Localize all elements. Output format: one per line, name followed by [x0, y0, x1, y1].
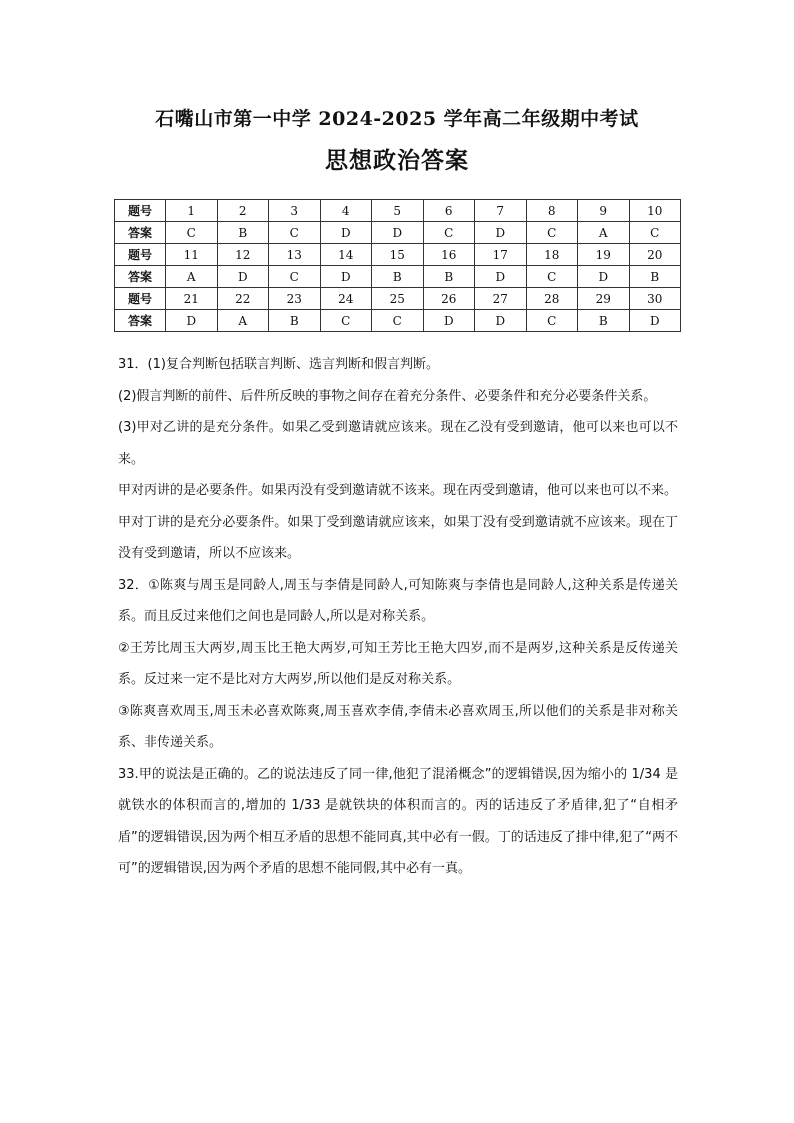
table-row — [115, 288, 681, 310]
answer-explanations — [118, 349, 678, 885]
table-cell: 14 — [320, 244, 372, 266]
answer-33: 33.甲的说法是正确的。乙的说法违反了同一律,他犯了混淆概念”的逻辑错误,因为缩小的 1/34 是就铁水的体积而言的,增加的 1/33 是就铁块的体积而言的。丙的话违反了矛盾律,犯了“自相矛盾”的逻辑错误,因为两个相互矛盾的思想不能同真,其中必有一假。丁的话违反了排中律,犯了“两不可”的逻辑错误,因为两个矛盾的思想不能同假,其中必有一真。 — [118, 766, 678, 876]
row-label: 题号 — [115, 244, 166, 266]
table-cell: 23 — [269, 288, 321, 310]
table-cell: C — [526, 266, 578, 288]
table-cell: B — [217, 222, 269, 244]
table-cell: D — [475, 266, 527, 288]
answer-31-3-ding: 甲对丁讲的是充分必要条件。如果丁受到邀请就应该来，如果丁没有受到邀请就不应该来。现在丁没有受到邀请，所以不应该来。 — [118, 514, 678, 561]
table-cell: 25 — [372, 288, 424, 310]
answer-31-1: 31．(1)复合判断包括联言判断、选言判断和假言判断。 — [118, 357, 439, 372]
answer-32-1: 32．①陈爽与周玉是同龄人,周玉与李倩是同龄人,可知陈爽与李倩也是同龄人,这种关系是传递关系。而且反过来他们之间也是同龄人,所以是对称关系。 — [118, 577, 678, 624]
table-cell: 20 — [629, 244, 681, 266]
table-cell: 27 — [475, 288, 527, 310]
table-cell: 26 — [423, 288, 475, 310]
table-cell: 19 — [578, 244, 630, 266]
row-label: 题号 — [115, 200, 166, 222]
table-cell: D — [578, 266, 630, 288]
table-cell: C — [526, 222, 578, 244]
table-cell: A — [578, 222, 630, 244]
table-cell: 9 — [578, 200, 630, 222]
table-cell: 22 — [217, 288, 269, 310]
table-cell: 12 — [217, 244, 269, 266]
row-label: 答案 — [115, 310, 166, 332]
table-cell: B — [372, 266, 424, 288]
table-cell: D — [629, 310, 681, 332]
row-label: 答案 — [115, 266, 166, 288]
table-cell: 11 — [166, 244, 218, 266]
table-cell: A — [217, 310, 269, 332]
table-row — [115, 266, 681, 288]
table-cell: 1 — [166, 200, 218, 222]
table-cell: 7 — [475, 200, 527, 222]
table-cell: B — [578, 310, 630, 332]
table-cell: 3 — [269, 200, 321, 222]
table-cell: D — [320, 222, 372, 244]
answer-32-2: ②王芳比周玉大两岁,周玉比王艳大两岁,可知王芳比王艳大四岁,而不是两岁,这种关系是反传递关系。反过来一定不是比对方大两岁,所以他们是反对称关系。 — [118, 640, 678, 687]
answer-31-3-yi: (3)甲对乙讲的是充分条件。如果乙受到邀请就应该来。现在乙没有受到邀请，他可以来也可以不来。 — [118, 420, 678, 467]
table-cell: D — [423, 310, 475, 332]
table-cell: 13 — [269, 244, 321, 266]
table-cell: C — [269, 266, 321, 288]
table-cell: B — [269, 310, 321, 332]
table-cell: C — [423, 222, 475, 244]
table-cell: 10 — [629, 200, 681, 222]
table-cell: D — [372, 222, 424, 244]
table-row — [115, 222, 681, 244]
table-cell: D — [217, 266, 269, 288]
table-cell: 4 — [320, 200, 372, 222]
answer-32-3: ③陈爽喜欢周玉,周玉未必喜欢陈爽,周玉喜欢李倩,李倩未必喜欢周玉,所以他们的关系是非对称关系、非传递关系。 — [118, 703, 678, 750]
table-cell: 5 — [372, 200, 424, 222]
table-cell: C — [629, 222, 681, 244]
table-cell: 15 — [372, 244, 424, 266]
table-cell: D — [475, 310, 527, 332]
table-cell: C — [372, 310, 424, 332]
table-row — [115, 310, 681, 332]
table-cell: 16 — [423, 244, 475, 266]
table-cell: 18 — [526, 244, 578, 266]
table-cell: D — [166, 310, 218, 332]
table-cell: C — [166, 222, 218, 244]
table-cell: B — [423, 266, 475, 288]
table-cell: 24 — [320, 288, 372, 310]
answer-key-table — [114, 199, 681, 332]
table-cell: 8 — [526, 200, 578, 222]
table-cell: 29 — [578, 288, 630, 310]
table-cell: 30 — [629, 288, 681, 310]
table-cell: 17 — [475, 244, 527, 266]
answer-31-3-bing: 甲对丙讲的是必要条件。如果丙没有受到邀请就不该来。现在丙受到邀请，他可以来也可以不来。 — [118, 483, 678, 498]
table-cell: D — [475, 222, 527, 244]
document-subtitle: 思想政治答案 — [325, 148, 469, 174]
table-cell: 6 — [423, 200, 475, 222]
table-cell: 2 — [217, 200, 269, 222]
answer-31-2: (2)假言判断的前件、后件所反映的事物之间存在着充分条件、必要条件和充分必要条件关系。 — [118, 388, 657, 404]
table-row — [115, 200, 681, 222]
table-cell: C — [526, 310, 578, 332]
table-cell: C — [269, 222, 321, 244]
document-title: 石嘴山市第一中学 2024-2025 学年高二年级期中考试 — [155, 108, 639, 130]
table-row — [115, 244, 681, 266]
table-cell: D — [320, 266, 372, 288]
table-cell: 21 — [166, 288, 218, 310]
table-cell: 28 — [526, 288, 578, 310]
table-cell: B — [629, 266, 681, 288]
table-cell: A — [166, 266, 218, 288]
row-label: 答案 — [115, 222, 166, 244]
row-label: 题号 — [115, 288, 166, 310]
table-cell: C — [320, 310, 372, 332]
